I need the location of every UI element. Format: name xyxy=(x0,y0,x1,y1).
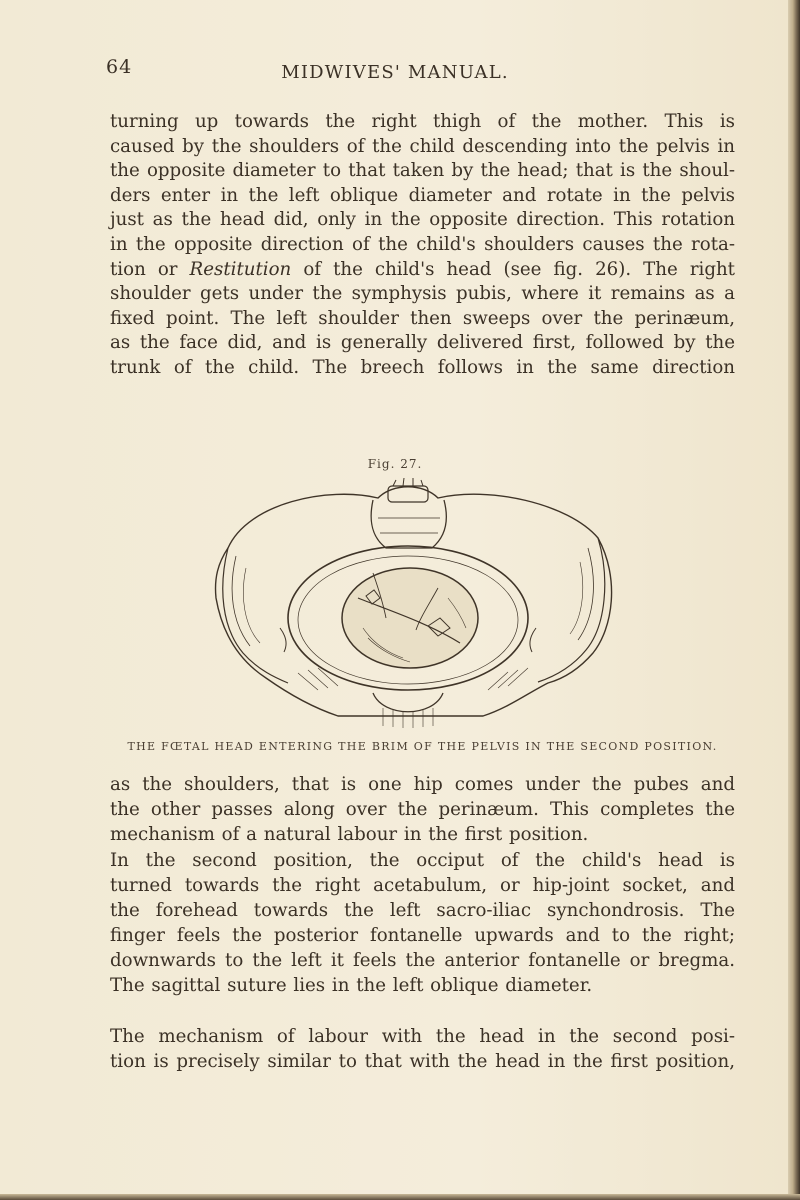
text-segment: of the child's head (see fig. 26). The right xyxy=(291,258,735,280)
figure-label: Fig. 27. xyxy=(367,457,423,471)
page-edge xyxy=(788,0,800,1200)
paragraph-1 xyxy=(110,110,735,381)
text-line: ders enter in the left oblique diameter and rotate in the pelvis xyxy=(110,184,735,206)
text-line: as the shoulders, that is one hip comes under the pubes and xyxy=(110,774,735,795)
page-number: 64 xyxy=(106,56,133,78)
text-line: caused by the shoulders of the child descending into the pelvis in xyxy=(110,135,735,157)
text-line: the forehead towards the left sacro-iliac synchondrosis. The xyxy=(110,900,735,921)
text-line: finger feels the posterior fontanelle upwards and to the right; xyxy=(110,925,735,946)
text-line: as the face did, and is generally delivered first, followed by the xyxy=(110,332,735,354)
paragraph-4 xyxy=(110,1024,735,1074)
text-line: trunk of the child. The breech follows in the same direction xyxy=(110,356,735,378)
running-title: MIDWIVES' MANUAL. xyxy=(281,62,509,83)
figure-caption: THE FŒTAL HEAD ENTERING THE BRIM OF THE PELVIS IN THE SECOND POSITION. xyxy=(127,740,718,753)
text-line: tion is precisely similar to that with the head in the first position, xyxy=(110,1051,735,1072)
text-line: The sagittal suture lies in the left oblique diameter. xyxy=(110,975,593,996)
text-line: mechanism of a natural labour in the first position. xyxy=(110,824,589,845)
italic-term: Restitution xyxy=(189,258,292,280)
text-line: the other passes along over the perinæum. This completes the xyxy=(110,799,735,820)
pelvis-illustration xyxy=(188,478,628,728)
text-line: The mechanism of labour with the head in the second posi- xyxy=(110,1026,735,1047)
text-line-restitution xyxy=(110,258,735,283)
text-line: in the opposite direction of the child's shoulders causes the rota- xyxy=(110,233,735,255)
paragraph-2 xyxy=(110,772,735,847)
text-line: turning up towards the right thigh of the mother. This is xyxy=(110,111,735,132)
text-line: the opposite diameter to that taken by the head; that is the shoul- xyxy=(110,160,735,182)
text-line: just as the head did, only in the opposite direction. This rotation xyxy=(110,209,735,231)
text-line: turned towards the right acetabulum, or hip-joint socket, and xyxy=(110,875,735,896)
page-bottom-edge xyxy=(0,1194,800,1200)
text-line: In the second position, the occiput of the child's head is xyxy=(110,850,735,871)
text-segment: tion or xyxy=(110,258,190,280)
text-line: shoulder gets under the symphysis pubis, where it remains as a xyxy=(110,283,735,305)
text-line: fixed point. The left shoulder then sweeps over the perinæum, xyxy=(110,307,735,329)
text-line: downwards to the left it feels the anterior fontanelle or bregma. xyxy=(110,950,735,971)
paragraph-3 xyxy=(110,848,735,998)
